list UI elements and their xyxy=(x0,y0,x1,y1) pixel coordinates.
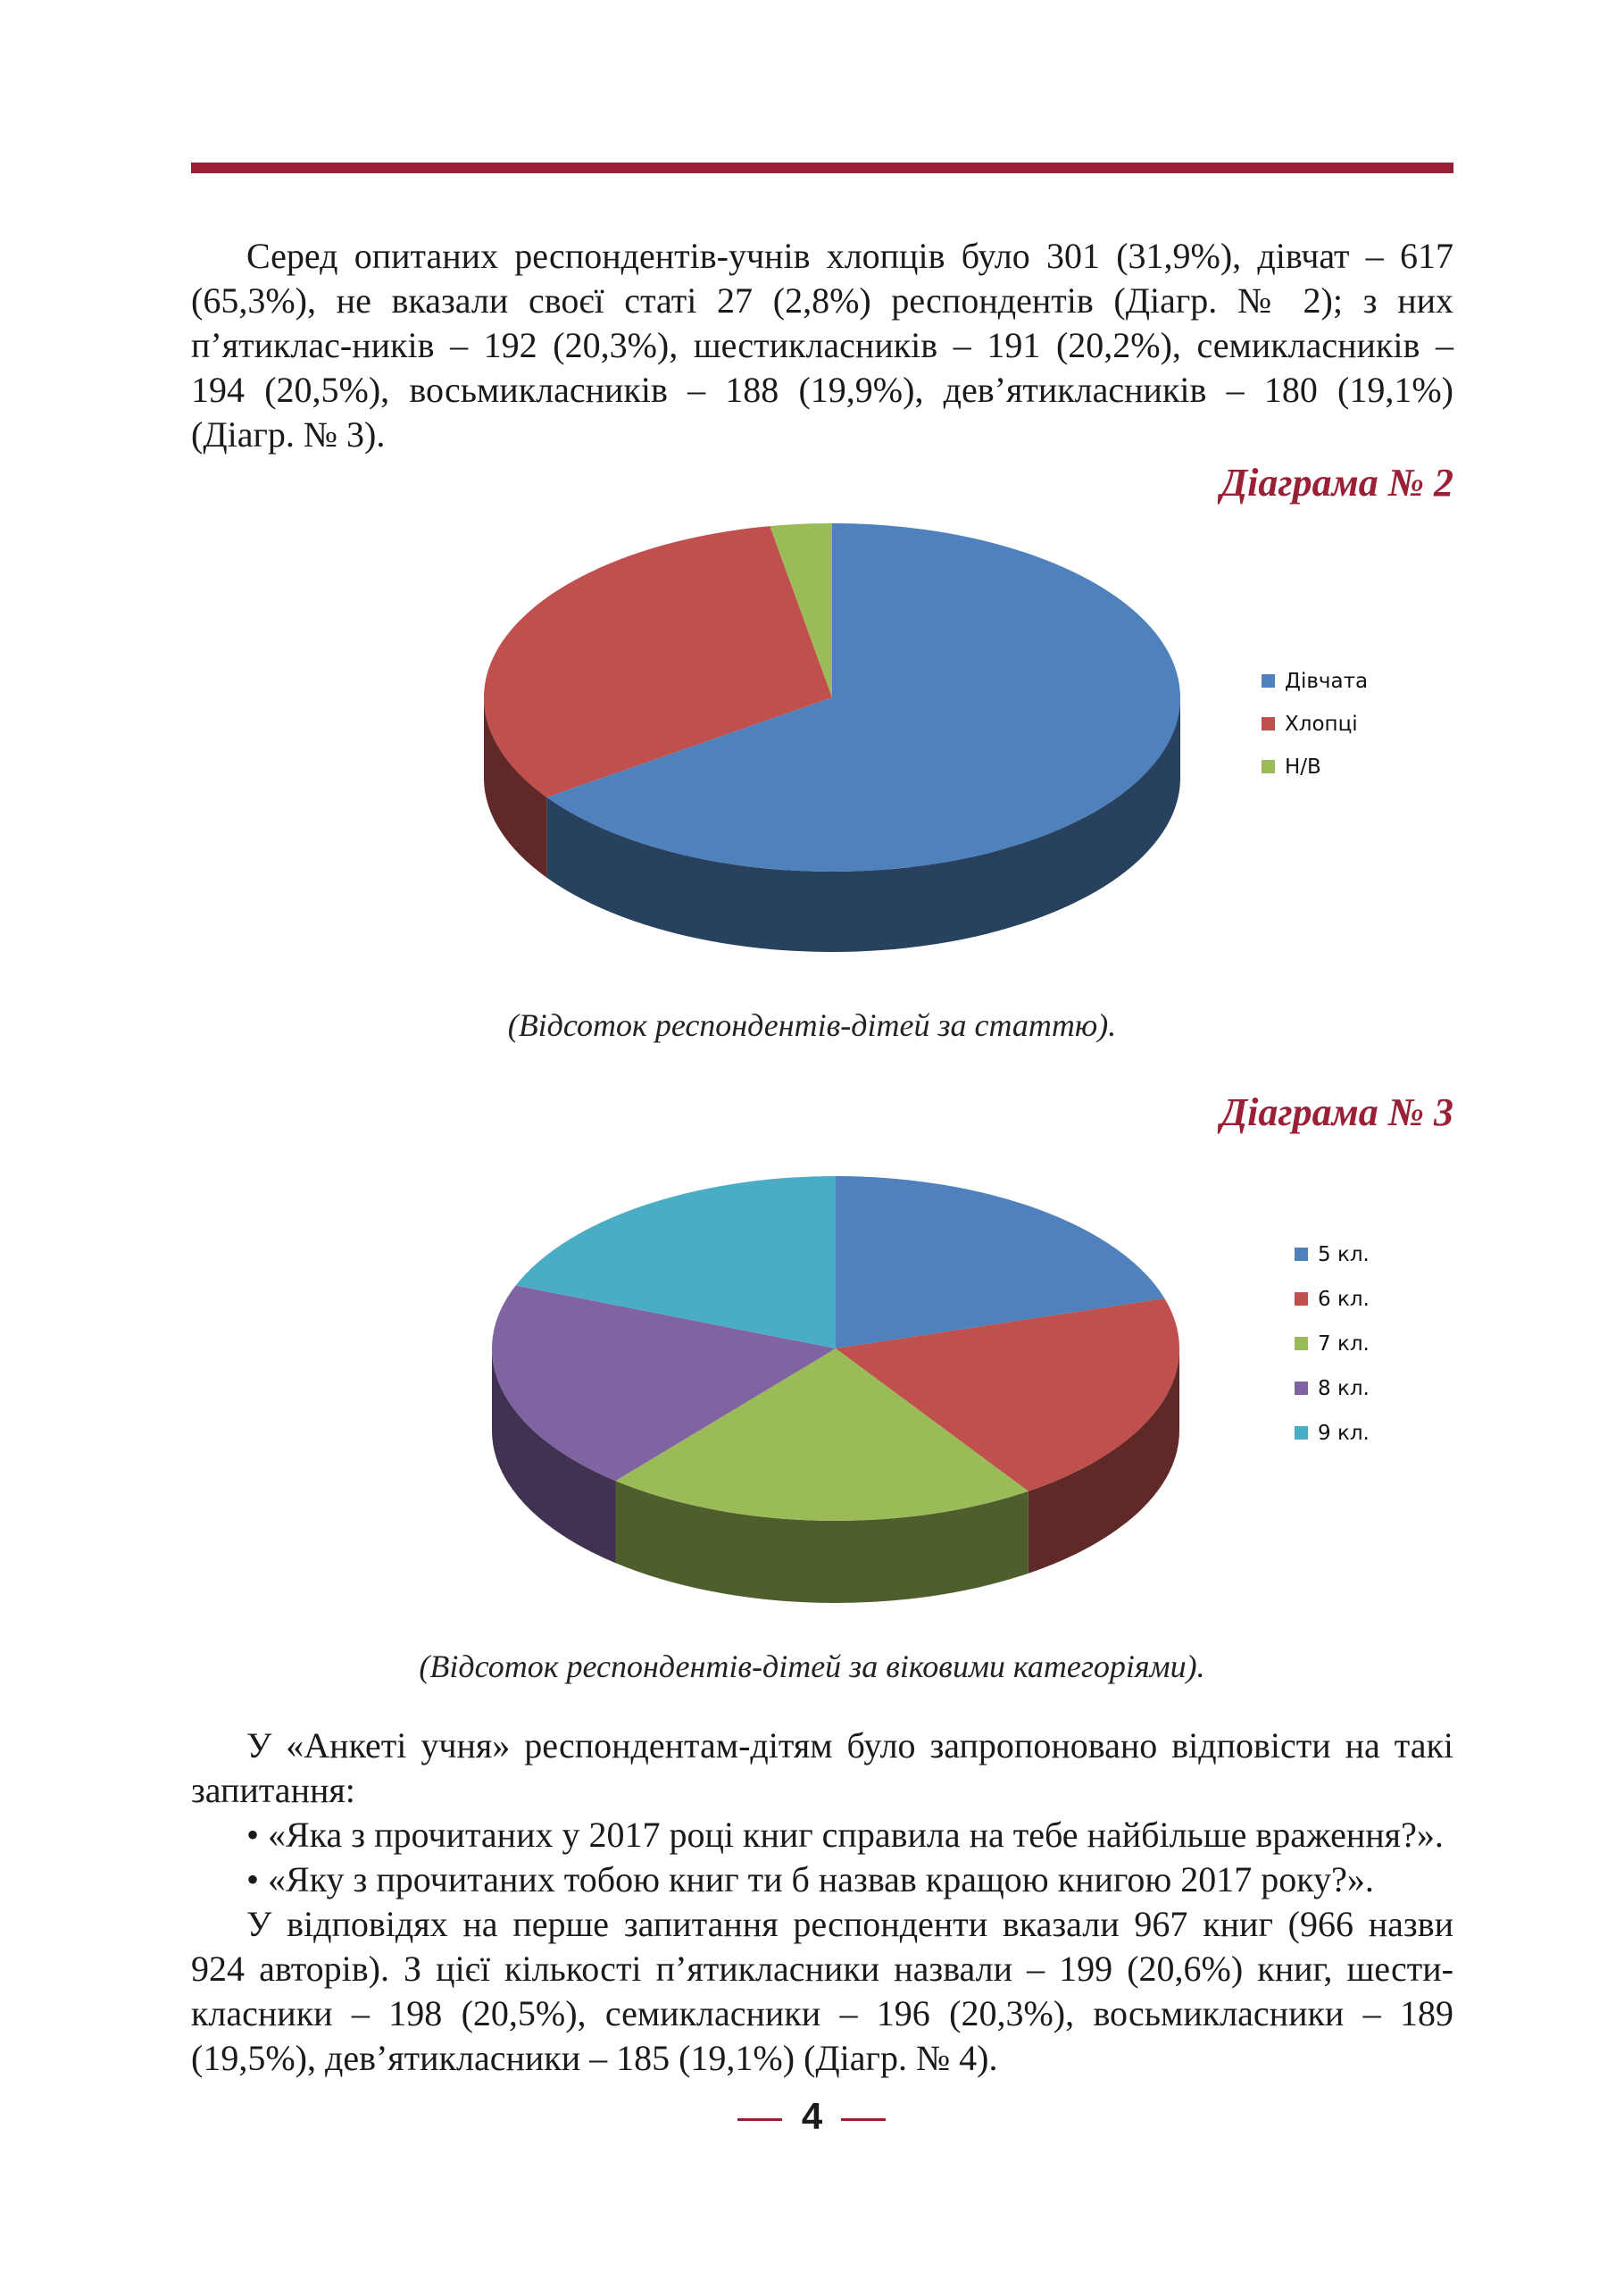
pie2-legend-swatch-0 xyxy=(1295,1248,1308,1261)
pie2-legend-swatch-1 xyxy=(1295,1292,1308,1306)
pie1-legend-label-0: Дівчата xyxy=(1285,670,1369,693)
pie2-legend-swatch-2 xyxy=(1295,1337,1308,1350)
intro-paragraph: Серед опитаних респондентів-учнів хлопців було 301 (31,9%), дівчат – 617 (65,3%), не вказали своєї статі 27 (2,8%) респондентів (Діагр. № 2); з них п’ятиклас-ників – 192 (20,3%), шестикласників – 191 (20,2%), семикласників – 194 (20,5%), восьмикласників – 188 (19,9%), дев’ятикласників – 180 (19,1%) (Діагр. № 3). xyxy=(191,236,1453,455)
pie2-legend-swatch-4 xyxy=(1295,1426,1308,1440)
question-1: • «Яка з прочитаних у 2017 році книг справила на тебе найбільше враження?». xyxy=(246,1815,1444,1855)
page-number: 4 xyxy=(801,2095,823,2137)
questions-intro: У «Анкеті учня» респондентам-дітям було запропоновано відповісти на такі запитання: xyxy=(191,1725,1453,1810)
question-2: • «Яку з прочитаних тобою книг ти б назвав кращою книгою 2017 року?». xyxy=(246,1859,1374,1899)
pie2-legend-label-3: 8 кл. xyxy=(1318,1377,1370,1400)
diagram-2-caption: (Відсоток респондентів-дітей за статтю). xyxy=(507,1007,1117,1043)
diagram-2-title: Діаграма № 2 xyxy=(1220,461,1453,505)
diagram-3-title: Діаграма № 3 xyxy=(1220,1090,1453,1134)
answers-paragraph: У відповідях на перше запитання респонденти вказали 967 книг (966 назви 924 авторів). З цієї кількості п’ятикласники назвали – 199 (20,6%) книг, шести-класники – 198 (20,5%), семикласники – 196 (20,3%), восьмикласники – 189 (19,5%), дев’ятикласники – 185 (19,1%) (Діагр. № 4). xyxy=(191,1904,1453,2078)
pie2-legend-label-4: 9 кл. xyxy=(1318,1422,1370,1445)
pie2-legend-label-1: 6 кл. xyxy=(1318,1288,1370,1311)
pie2-legend-label-0: 5 кл. xyxy=(1318,1243,1370,1266)
diagram-3-caption: (Відсоток респондентів-дітей за віковими категоріями). xyxy=(419,1649,1205,1684)
pie1-legend-label-1: Хлопці xyxy=(1285,713,1358,736)
page-number-rule-right xyxy=(841,2118,886,2121)
pie1-legend-label-2: Н/В xyxy=(1285,755,1321,779)
pie2-legend-swatch-3 xyxy=(1295,1382,1308,1395)
pie2-legend-label-2: 7 кл. xyxy=(1318,1332,1370,1356)
